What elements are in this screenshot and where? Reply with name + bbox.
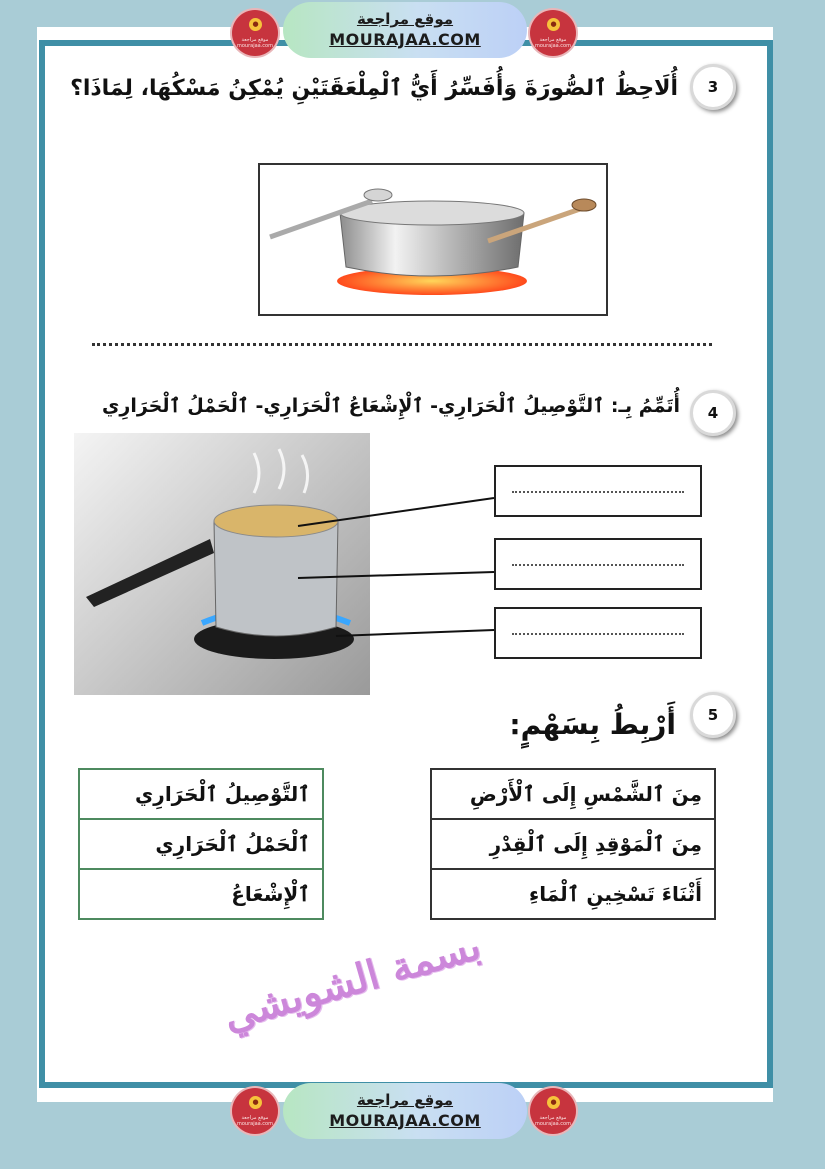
answer-box-3[interactable] xyxy=(494,607,702,659)
match-right-item[interactable]: أَثْنَاءَ تَسْخِينِ ٱلْمَاءِ xyxy=(431,869,715,919)
answer-dotted-line[interactable] xyxy=(92,343,712,346)
site-name-arabic[interactable]: موقع مراجعة xyxy=(356,1091,454,1109)
logo-emblem-icon: ● xyxy=(249,1096,262,1109)
logo-caption: موقع مراجعة mourajaa.com xyxy=(534,1115,571,1127)
site-name-english[interactable]: MOURAJAA.COM xyxy=(329,1111,481,1130)
match-right-item[interactable]: مِنَ ٱلشَّمْسِ إِلَى ٱلْأَرْضِ xyxy=(431,769,715,819)
question-number: 5 xyxy=(690,692,736,738)
site-name-english[interactable]: MOURAJAA.COM xyxy=(329,30,481,49)
site-logo-right xyxy=(530,1088,576,1134)
match-left-item[interactable]: ٱلْحَمْلُ ٱلْحَرَارِي xyxy=(79,819,323,869)
question-number: 3 xyxy=(690,64,736,110)
match-left-item[interactable]: ٱلتَّوْصِيلُ ٱلْحَرَارِي xyxy=(79,769,323,819)
site-logo-right xyxy=(530,10,576,56)
pot-with-spoons-illustration xyxy=(260,165,606,314)
logo-caption: موقع مراجعة mourajaa.com xyxy=(236,1115,273,1127)
logo-caption: موقع مراجعة mourajaa.com xyxy=(534,37,571,49)
logo-emblem-icon: ● xyxy=(547,18,560,31)
site-name-arabic[interactable]: موقع مراجعة xyxy=(356,10,454,28)
site-logo-left xyxy=(232,10,278,56)
question-5-text: أَرْبِطُ بِسَهْمٍ: xyxy=(509,708,676,741)
pot-spoons-image xyxy=(258,163,608,316)
site-logo-left xyxy=(232,1088,278,1134)
answer-box-1[interactable] xyxy=(494,465,702,517)
site-banner-bottom[interactable] xyxy=(283,1083,527,1139)
logo-emblem-icon: ● xyxy=(249,18,262,31)
logo-caption: موقع مراجعة mourajaa.com xyxy=(236,37,273,49)
match-table-right xyxy=(430,768,716,920)
answer-box-2[interactable] xyxy=(494,538,702,590)
question-number: 4 xyxy=(690,390,736,436)
logo-emblem-icon: ● xyxy=(547,1096,560,1109)
match-table-left xyxy=(78,768,324,920)
author-signature: بسمة الشويشي xyxy=(218,921,486,1041)
label-pointer-arrows xyxy=(296,480,496,650)
question-3-text: أُلَاحِظُ ٱلصُّورَةَ وَأُفَسِّرُ أَيُّ ٱلْمِلْعَقَتَيْنِ يُمْكِنُ مَسْكُهَا، لِمَاذَا؟ xyxy=(70,76,678,101)
match-right-item[interactable]: مِنَ ٱلْمَوْقِدِ إِلَى ٱلْقِدْرِ xyxy=(431,819,715,869)
question-4-text: أُتَمِّمُ بِـ: ٱلتَّوْصِيلُ ٱلْحَرَارِي- ٱلْإِشْعَاعُ ٱلْحَرَارِي- ٱلْحَمْلُ ٱلْحَرَارِي xyxy=(102,395,680,417)
match-left-item[interactable]: ٱلْإِشْعَاعُ xyxy=(79,869,323,919)
site-banner-top[interactable] xyxy=(283,2,527,58)
